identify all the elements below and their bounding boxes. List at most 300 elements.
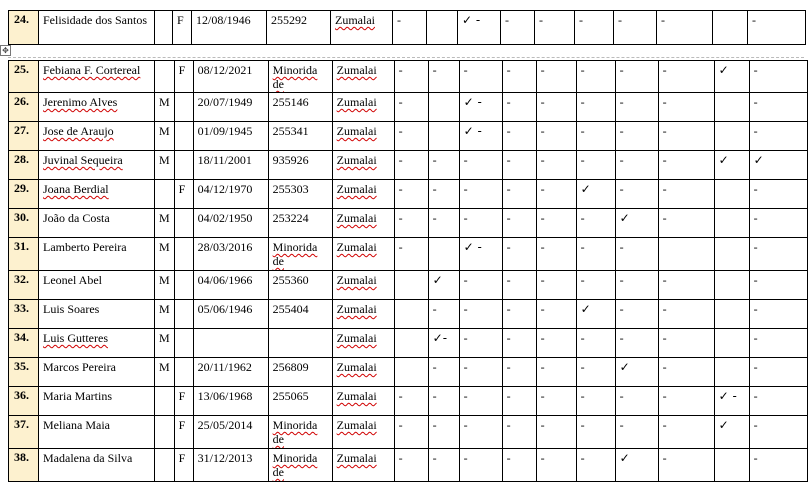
table-row <box>9 300 808 329</box>
dash-mark: - <box>540 95 545 109</box>
dash-mark: - <box>580 451 585 465</box>
mark-cell <box>536 387 576 416</box>
voter-id <box>267 11 331 45</box>
mark-cell <box>428 238 459 271</box>
voter-id-text: Minorida de <box>272 240 318 268</box>
mark-cell <box>714 387 749 416</box>
gender-m-text: M <box>159 124 170 138</box>
dash-mark: - <box>398 389 403 403</box>
mark-cell <box>427 11 458 45</box>
dash-mark: - <box>398 418 403 432</box>
birth-date <box>193 122 268 151</box>
row-number <box>9 11 39 45</box>
mark-cell <box>576 93 615 122</box>
mark-cell <box>615 300 658 329</box>
mark-cell <box>658 358 714 387</box>
row-number-text: 25. <box>14 62 29 76</box>
dash-mark: - <box>580 124 585 138</box>
dash-mark: - <box>432 360 437 374</box>
mark-cell <box>658 122 714 151</box>
dash-mark: - <box>540 240 545 254</box>
dash-mark: - <box>580 153 585 167</box>
dash-mark: - <box>540 211 545 225</box>
mark-cell <box>658 61 714 93</box>
dash-mark: - <box>619 153 624 167</box>
dash-mark: - <box>398 153 403 167</box>
suku-name <box>332 238 394 271</box>
dash-mark: - <box>463 63 468 77</box>
dash-mark: - <box>619 273 624 287</box>
dash-mark: - <box>463 273 468 287</box>
mark-cell <box>535 11 575 45</box>
mark-cell <box>714 180 749 209</box>
voter-id <box>268 238 332 271</box>
dash-mark: - <box>662 451 667 465</box>
mark-cell <box>714 61 749 93</box>
mark-cell <box>536 416 576 449</box>
table-row <box>9 11 806 45</box>
person-name-text: Lamberto Pereira <box>43 240 127 254</box>
birth-date-text: 13/06/1968 <box>197 389 253 403</box>
birth-date <box>193 387 268 416</box>
row-number-text: 34. <box>14 330 29 344</box>
checkmark-icon: ✓ - <box>463 124 482 138</box>
dash-mark: - <box>506 418 511 432</box>
checkmark-icon: ✓ <box>580 302 591 316</box>
mark-cell <box>576 238 615 271</box>
mark-cell <box>536 271 576 300</box>
voter-id-text: Minorida de <box>272 451 318 479</box>
person-name-text: Luis Gutteres <box>43 331 108 345</box>
mark-cell <box>394 61 428 93</box>
dash-mark: - <box>506 331 511 345</box>
suku-name <box>332 449 394 482</box>
person-name-text: Felisidade dos Santos <box>43 13 147 27</box>
dash-mark: - <box>619 389 624 403</box>
gender-f-text: F <box>177 13 184 27</box>
voter-id <box>268 416 332 449</box>
dash-mark: - <box>539 13 543 27</box>
dash-mark: - <box>619 95 624 109</box>
dash-mark: - <box>753 211 758 225</box>
dash-mark: - <box>540 451 545 465</box>
person-name <box>39 329 155 358</box>
mark-cell <box>459 271 502 300</box>
suku-name <box>332 151 394 180</box>
row-number-text: 31. <box>14 239 29 253</box>
gender-m <box>155 11 173 45</box>
dash-mark: - <box>580 273 585 287</box>
mark-cell <box>575 11 614 45</box>
birth-date <box>193 238 268 271</box>
suku-name-text: Zumalai <box>336 63 377 77</box>
suku-name-text: Zumalai <box>336 124 377 138</box>
mark-cell <box>502 180 536 209</box>
birth-date-text: 04/06/1966 <box>197 273 253 287</box>
dash-mark: - <box>580 240 585 254</box>
dash-mark: - <box>540 418 545 432</box>
mark-cell <box>428 151 459 180</box>
mark-cell <box>615 358 658 387</box>
dash-mark: - <box>506 273 511 287</box>
birth-date <box>193 358 268 387</box>
dash-mark: - <box>506 124 511 138</box>
mark-cell <box>502 209 536 238</box>
mark-cell <box>658 180 714 209</box>
mark-cell <box>502 93 536 122</box>
row-number <box>9 151 39 180</box>
suku-name-text: Zumalai <box>336 273 377 287</box>
dash-mark: - <box>463 182 468 196</box>
dash-mark: - <box>506 153 511 167</box>
dash-mark: - <box>662 95 667 109</box>
dash-mark: - <box>432 302 437 316</box>
checkmark-icon: ✓ - <box>718 389 737 403</box>
birth-date-text: 28/03/2016 <box>197 240 253 254</box>
mark-cell <box>749 387 807 416</box>
gender-m <box>155 329 175 358</box>
dash-mark: - <box>540 302 545 316</box>
mark-cell <box>536 358 576 387</box>
mark-cell <box>576 449 615 482</box>
dash-mark: - <box>506 182 511 196</box>
birth-date-text: 01/09/1945 <box>197 124 253 138</box>
dash-mark: - <box>463 418 468 432</box>
voter-id-text: 255292 <box>271 13 307 27</box>
mark-cell <box>714 300 749 329</box>
voter-id <box>268 209 332 238</box>
suku-name-text: Zumalai <box>336 360 377 374</box>
mark-cell <box>749 61 807 93</box>
suku-name-text: Zumalai <box>336 95 377 109</box>
dash-mark: - <box>579 13 583 27</box>
birth-date-text: 08/12/2021 <box>197 63 253 77</box>
mark-cell <box>428 61 459 93</box>
dash-mark: - <box>463 302 468 316</box>
mark-cell <box>428 358 459 387</box>
voter-id-text: 255146 <box>272 95 309 109</box>
birth-date-text: 04/02/1950 <box>197 211 253 225</box>
mark-cell <box>502 238 536 271</box>
voter-id <box>268 387 332 416</box>
voter-id <box>268 180 332 209</box>
suku-name <box>332 61 394 93</box>
mark-cell <box>615 122 658 151</box>
mark-cell <box>502 358 536 387</box>
person-name <box>39 61 155 93</box>
mark-cell <box>428 209 459 238</box>
gender-f-text: F <box>178 182 186 196</box>
mark-cell <box>658 416 714 449</box>
birth-date-text: 20/07/1949 <box>197 95 253 109</box>
mark-cell <box>576 122 615 151</box>
person-name-text: Joana Berdial <box>43 182 109 196</box>
gender-m-text: M <box>159 331 170 345</box>
person-name <box>39 180 155 209</box>
gender-m-text: M <box>159 240 170 254</box>
mark-cell <box>502 61 536 93</box>
voter-id <box>268 449 332 482</box>
gender-m-text: M <box>159 302 170 316</box>
table-row <box>9 61 808 93</box>
table-row <box>9 122 808 151</box>
mark-cell <box>615 271 658 300</box>
birth-date <box>193 151 268 180</box>
dash-mark: - <box>540 124 545 138</box>
dash-mark: - <box>506 95 511 109</box>
dash-mark: - <box>540 63 545 77</box>
voter-id <box>268 93 332 122</box>
dash-mark: - <box>662 211 667 225</box>
row-number <box>9 122 39 151</box>
mark-cell <box>658 449 714 482</box>
mark-cell <box>576 180 615 209</box>
mark-cell <box>459 300 502 329</box>
gender-m <box>155 449 175 482</box>
mark-cell <box>749 209 807 238</box>
mark-cell <box>536 449 576 482</box>
gender-f <box>174 238 193 271</box>
birth-date <box>193 416 268 449</box>
mark-cell <box>459 329 502 358</box>
dash-mark: - <box>432 63 437 77</box>
mark-cell <box>714 449 749 482</box>
dash-mark: - <box>619 418 624 432</box>
mark-cell <box>458 11 501 45</box>
voter-id <box>268 122 332 151</box>
mark-cell <box>658 387 714 416</box>
mark-cell <box>749 180 807 209</box>
checkmark-icon: ✓- <box>432 331 448 345</box>
mark-cell <box>394 238 428 271</box>
mark-cell <box>615 180 658 209</box>
dash-mark: - <box>662 182 667 196</box>
dash-mark: - <box>662 124 667 138</box>
row-number <box>9 209 39 238</box>
dash-mark: - <box>540 389 545 403</box>
voter-id <box>268 271 332 300</box>
suku-name <box>332 122 394 151</box>
person-name <box>39 387 155 416</box>
dash-mark: - <box>618 13 622 27</box>
mark-cell <box>658 329 714 358</box>
mark-cell <box>502 271 536 300</box>
mark-cell <box>502 151 536 180</box>
dash-mark: - <box>540 273 545 287</box>
birth-date <box>193 300 268 329</box>
mark-cell <box>748 11 806 45</box>
table-row <box>9 358 808 387</box>
mark-cell <box>749 122 807 151</box>
gender-m <box>155 180 175 209</box>
mark-cell <box>428 180 459 209</box>
gender-m <box>155 61 175 93</box>
person-name-text: Leonel Abel <box>43 273 102 287</box>
mark-cell <box>428 387 459 416</box>
row-number <box>9 238 39 271</box>
mark-cell <box>536 209 576 238</box>
mark-cell <box>749 416 807 449</box>
checkmark-icon: ✓ <box>753 153 764 167</box>
mark-cell <box>615 61 658 93</box>
dash-mark: - <box>662 360 667 374</box>
mark-cell <box>459 61 502 93</box>
mark-cell <box>576 329 615 358</box>
mark-cell <box>394 271 428 300</box>
dash-mark: - <box>432 153 437 167</box>
voter-id <box>268 300 332 329</box>
checkmark-icon: ✓ - <box>462 13 481 27</box>
dash-mark: - <box>753 124 758 138</box>
row-number-text: 28. <box>14 152 29 166</box>
mark-cell <box>749 93 807 122</box>
dash-mark: - <box>619 124 624 138</box>
checkmark-icon: ✓ <box>718 63 729 77</box>
suku-name <box>332 93 394 122</box>
row-number-text: 27. <box>14 123 29 137</box>
dash-mark: - <box>398 451 403 465</box>
mark-cell <box>576 61 615 93</box>
mark-cell <box>394 180 428 209</box>
mark-cell <box>615 416 658 449</box>
gender-f <box>174 329 193 358</box>
voter-id-text: 255404 <box>272 302 309 316</box>
mark-cell <box>394 300 428 329</box>
suku-name-text: Zumalai <box>336 182 377 196</box>
dash-mark: - <box>753 451 758 465</box>
row-number <box>9 300 39 329</box>
suku-name-text: Zumalai <box>336 302 377 316</box>
row-number <box>9 387 39 416</box>
person-name <box>39 209 155 238</box>
mark-cell <box>658 300 714 329</box>
birth-date <box>193 61 268 93</box>
gender-f <box>174 93 193 122</box>
dash-mark: - <box>619 240 624 254</box>
mark-cell <box>714 93 749 122</box>
row-number <box>9 358 39 387</box>
mark-cell <box>749 151 807 180</box>
gender-m <box>155 416 175 449</box>
mark-cell <box>428 271 459 300</box>
gender-m <box>155 300 175 329</box>
person-name-text: Luis Soares <box>43 302 100 316</box>
gender-f <box>174 61 193 93</box>
dash-mark: - <box>580 63 585 77</box>
dash-mark: - <box>398 240 403 254</box>
dash-mark: - <box>540 182 545 196</box>
voter-id-text: 256809 <box>272 360 309 374</box>
mark-cell <box>658 238 714 271</box>
mark-cell <box>394 209 428 238</box>
dash-mark: - <box>662 331 667 345</box>
mark-cell <box>536 151 576 180</box>
mark-cell <box>749 238 807 271</box>
mark-cell <box>576 151 615 180</box>
mark-cell <box>394 358 428 387</box>
gender-m <box>155 209 175 238</box>
row-number <box>9 180 39 209</box>
mark-cell <box>459 122 502 151</box>
dash-mark: - <box>662 302 667 316</box>
dash-mark: - <box>506 302 511 316</box>
mark-cell <box>502 122 536 151</box>
gender-f <box>174 180 193 209</box>
row-number <box>9 416 39 449</box>
mark-cell <box>536 122 576 151</box>
mark-cell <box>459 358 502 387</box>
dash-mark: - <box>432 451 437 465</box>
suku-name-text: Zumalai <box>336 418 377 432</box>
dash-mark: - <box>580 95 585 109</box>
gender-f <box>174 151 193 180</box>
gender-m-text: M <box>159 153 170 167</box>
mark-cell <box>615 238 658 271</box>
table-gap-divider <box>8 57 804 58</box>
checkmark-icon: ✓ - <box>463 95 482 109</box>
mark-cell <box>658 271 714 300</box>
mark-cell <box>713 11 748 45</box>
voter-id <box>268 358 332 387</box>
dash-mark: - <box>540 153 545 167</box>
mark-cell <box>749 271 807 300</box>
dash-mark: - <box>753 240 758 254</box>
table-row <box>9 151 808 180</box>
mark-cell <box>428 329 459 358</box>
mark-cell <box>428 93 459 122</box>
person-name <box>39 122 155 151</box>
table-move-handle-icon[interactable]: ✥ <box>0 45 11 56</box>
gender-f-text: F <box>178 418 186 432</box>
dash-mark: - <box>432 389 437 403</box>
mark-cell <box>658 209 714 238</box>
mark-cell <box>576 358 615 387</box>
checkmark-icon: ✓ <box>718 153 729 167</box>
mark-cell <box>749 449 807 482</box>
table-row <box>9 449 808 482</box>
dash-mark: - <box>753 302 758 316</box>
dash-mark: - <box>398 124 403 138</box>
row-number <box>9 271 39 300</box>
dash-mark: - <box>619 63 624 77</box>
dash-mark: - <box>540 360 545 374</box>
mark-cell <box>657 11 713 45</box>
person-name <box>39 151 155 180</box>
dash-mark: - <box>662 418 667 432</box>
voter-id-text: 255303 <box>272 182 309 196</box>
row-number-text: 32. <box>14 272 29 286</box>
person-name <box>39 11 155 45</box>
mark-cell <box>658 93 714 122</box>
birth-date-text: 18/11/2001 <box>197 153 252 167</box>
row-number-text: 29. <box>14 181 29 195</box>
birth-date <box>193 449 268 482</box>
mark-cell <box>459 209 502 238</box>
checkmark-icon: ✓ <box>619 360 630 374</box>
voter-id-text: Minorida de <box>272 418 318 446</box>
table-row <box>9 416 808 449</box>
gender-m <box>155 122 175 151</box>
suku-name <box>332 180 394 209</box>
suku-name <box>332 300 394 329</box>
dash-mark: - <box>580 360 585 374</box>
mark-cell <box>615 209 658 238</box>
person-name-text: Maria Martins <box>43 389 112 403</box>
dash-mark: - <box>432 211 437 225</box>
mark-cell <box>615 449 658 482</box>
dash-mark: - <box>432 418 437 432</box>
mark-cell <box>394 449 428 482</box>
